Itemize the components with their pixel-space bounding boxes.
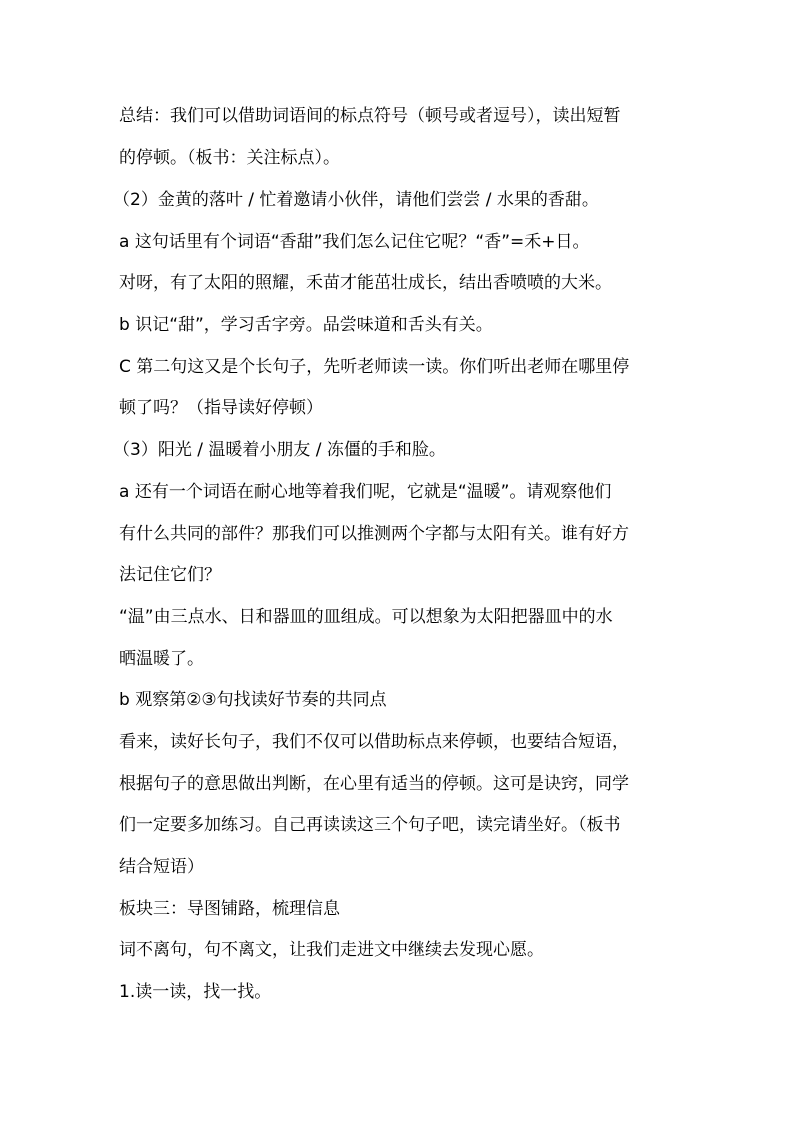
text-line-intro: 词不离句，句不离文，让我们走进文中继续去发现心愿。 — [119, 940, 544, 960]
text-line-sentence-2: （2）金黄的落叶 / 忙着邀请小伙伴，请他们尝尝 / 水果的香甜。 — [113, 190, 599, 210]
text-line-item-c-long-sentence: C 第二句这又是个长句子，先听老师读一读。你们听出老师在哪里停 — [119, 357, 630, 377]
text-line-item-a-wennuan: a 还有一个词语在耐心地等着我们呢，它就是“温暖”。请观察他们 — [119, 482, 612, 502]
text-line-wen-explanation: “温”由三点水、日和器皿的皿组成。可以想象为太阳把器皿中的水 — [119, 607, 613, 627]
text-line-item-c-cont: 顿了吗？（指导读好停顿） — [119, 398, 323, 418]
text-line-item-a-cont-2: 法记住它们？ — [119, 565, 221, 585]
text-line-conclusion-cont: 根据句子的意思做出判断，在心里有适当的停顿。这可是诀窍，同学 — [119, 774, 629, 794]
text-line-item-b-tian: b 识记“甜”，学习舌字旁。品尝味道和舌头有关。 — [119, 315, 493, 335]
text-line-conclusion: 看来，读好长句子，我们不仅可以借助标点来停顿，也要结合短语， — [119, 732, 629, 752]
section-heading-block-3: 板块三：导图铺路，梳理信息 — [119, 899, 340, 919]
text-line-summary: 总结：我们可以借助词语间的标点符号（顿号或者逗号），读出短暂 — [119, 106, 621, 126]
text-line-item-a-xiangtian: a 这句话里有个词语“香甜”我们怎么记住它呢？“香”=禾+日。 — [119, 232, 590, 252]
text-line-conclusion-cont-2: 们一定要多加练习。自己再读读这三个句子吧，读完请坐好。（板书 — [119, 815, 621, 835]
text-line-conclusion-cont-3: 结合短语） — [119, 857, 204, 877]
text-line-explanation: 对呀，有了太阳的照耀，禾苗才能茁壮成长，结出香喷喷的大米。 — [119, 273, 612, 293]
text-line-item-a-cont: 有什么共同的部件？那我们可以推测两个字都与太阳有关。谁有好方 — [119, 524, 629, 544]
text-line-step-1: 1.读一读，找一找。 — [119, 982, 272, 1002]
text-line-sentence-3: （3）阳光 / 温暖着小朋友 / 冻僵的手和脸。 — [113, 440, 446, 460]
text-line-summary-cont: 的停顿。（板书：关注标点）。 — [119, 148, 340, 168]
text-line-wen-explanation-cont: 晒温暖了。 — [119, 649, 204, 669]
text-line-item-b-observe: b 观察第②③句找读好节奏的共同点 — [119, 690, 387, 710]
